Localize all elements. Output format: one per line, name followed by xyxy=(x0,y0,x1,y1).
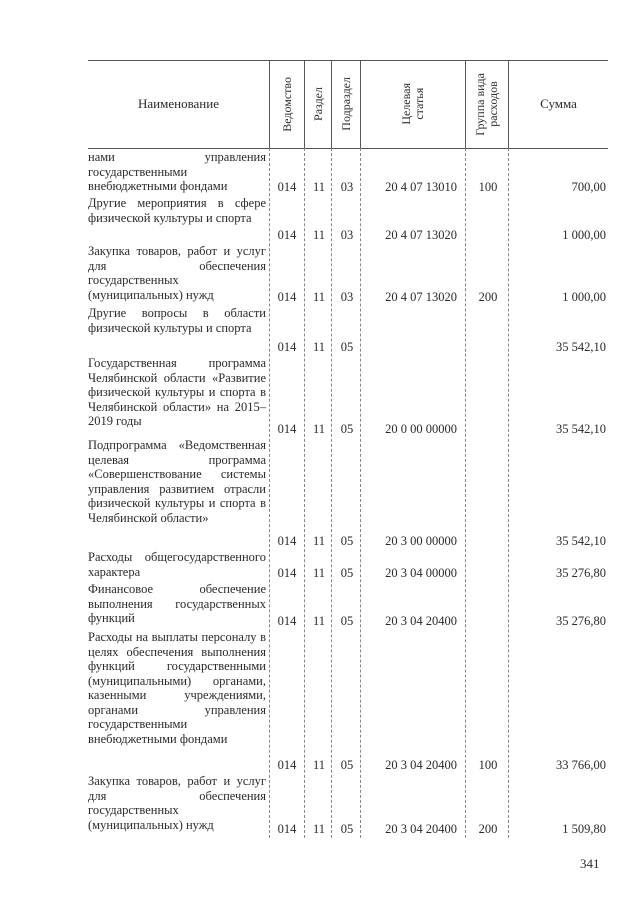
row-razdel: 11 xyxy=(312,289,326,304)
row-podrazdel: 05 xyxy=(340,533,354,548)
row-name: Другие вопросы в области физической культуры и спорта xyxy=(88,306,266,335)
row-summa: 35 542,10 xyxy=(556,533,606,548)
row-summa: 1 000,00 xyxy=(562,289,606,304)
header-razdel-cell xyxy=(305,60,332,148)
table-row xyxy=(88,438,608,548)
page-number: 341 xyxy=(580,856,600,871)
row-summa: 35 542,10 xyxy=(556,421,606,436)
table-row xyxy=(88,306,608,354)
row-name: нами управления государственными внебюджетными фондами xyxy=(88,150,266,193)
row-celevaya: 20 3 04 20400 xyxy=(385,757,457,772)
table-row xyxy=(88,582,608,628)
header-razdel: Раздел xyxy=(310,87,325,121)
row-name: Подпрограмма «Ведомственная целевая программа «Совершенствование системы управления развитием отрасли физической культуры и спорта в Челябинской области» xyxy=(88,438,266,525)
row-summa: 35 542,10 xyxy=(556,339,606,354)
row-vedomstvo: 014 xyxy=(277,757,297,772)
row-podrazdel: 05 xyxy=(340,821,354,836)
row-razdel: 11 xyxy=(312,179,326,194)
table-row xyxy=(88,774,608,836)
row-name: Закупка товаров, работ и услуг для обеспечения государственных (муниципальных) нужд xyxy=(88,244,266,302)
row-summa: 35 276,80 xyxy=(556,565,606,580)
row-celevaya: 20 3 00 00000 xyxy=(385,533,457,548)
row-podrazdel: 05 xyxy=(340,757,354,772)
header-vedomstvo: Ведомство xyxy=(279,76,294,132)
row-summa: 1 000,00 xyxy=(562,227,606,242)
row-vedomstvo: 014 xyxy=(277,227,297,242)
header-gruppa-cell xyxy=(466,60,509,148)
row-podrazdel: 03 xyxy=(340,227,354,242)
row-razdel: 11 xyxy=(312,757,326,772)
row-vedomstvo: 014 xyxy=(277,565,297,580)
row-summa: 35 276,80 xyxy=(556,613,606,628)
row-name: Закупка товаров, работ и услуг для обеспечения государственных (муниципальных) нужд xyxy=(88,774,266,832)
row-vedomstvo: 014 xyxy=(277,421,297,436)
row-razdel: 11 xyxy=(312,533,326,548)
row-gruppa: 200 xyxy=(478,289,498,304)
table-header-border xyxy=(88,148,608,149)
table-row xyxy=(88,196,608,242)
row-podrazdel: 05 xyxy=(340,421,354,436)
row-celevaya: 20 3 04 00000 xyxy=(385,565,457,580)
row-celevaya: 20 4 07 13010 xyxy=(385,179,457,194)
row-celevaya: 20 3 04 20400 xyxy=(385,613,457,628)
row-razdel: 11 xyxy=(312,821,326,836)
header-summa-cell xyxy=(509,60,608,148)
header-name-cell xyxy=(88,60,270,148)
row-razdel: 11 xyxy=(312,227,326,242)
row-name: Другие мероприятия в сфере физической культуры и спорта xyxy=(88,196,266,225)
row-razdel: 11 xyxy=(312,565,326,580)
row-gruppa: 100 xyxy=(478,179,498,194)
row-vedomstvo: 014 xyxy=(277,533,297,548)
header-gruppa: Группа вида расходов xyxy=(473,72,500,136)
table-row xyxy=(88,630,608,772)
row-summa: 33 766,00 xyxy=(556,757,606,772)
row-celevaya: 20 4 07 13020 xyxy=(385,289,457,304)
row-razdel: 11 xyxy=(312,613,326,628)
row-name: Расходы на выплаты персоналу в целях обеспечения выполнения функций государственными (муниципальными) органами, казенными учреждениями, органами управления государственными внебюджетными фондами xyxy=(88,630,266,746)
header-vedomstvo-cell xyxy=(270,60,305,148)
row-gruppa: 100 xyxy=(478,757,498,772)
row-podrazdel: 05 xyxy=(340,613,354,628)
header-celevaya: Целевая статья xyxy=(399,83,426,125)
row-celevaya: 20 4 07 13020 xyxy=(385,227,457,242)
row-vedomstvo: 014 xyxy=(277,179,297,194)
row-name: Финансовое обеспечение выполнения государственных функций xyxy=(88,582,266,625)
table-row xyxy=(88,150,608,194)
table-row xyxy=(88,244,608,304)
row-celevaya: 20 0 00 00000 xyxy=(385,421,457,436)
row-vedomstvo: 014 xyxy=(277,289,297,304)
row-podrazdel: 03 xyxy=(340,289,354,304)
header-name: Наименование xyxy=(138,96,219,111)
row-vedomstvo: 014 xyxy=(277,821,297,836)
header-podrazdel-cell xyxy=(332,60,361,148)
row-podrazdel: 05 xyxy=(340,339,354,354)
row-podrazdel: 05 xyxy=(340,565,354,580)
header-celevaya-cell xyxy=(361,60,466,148)
table-row xyxy=(88,550,608,580)
header-summa: Сумма xyxy=(540,96,577,111)
row-gruppa: 200 xyxy=(478,821,498,836)
row-razdel: 11 xyxy=(312,339,326,354)
row-razdel: 11 xyxy=(312,421,326,436)
row-celevaya: 20 3 04 20400 xyxy=(385,821,457,836)
row-summa: 700,00 xyxy=(571,179,606,194)
row-summa: 1 509,80 xyxy=(562,821,606,836)
row-vedomstvo: 014 xyxy=(277,339,297,354)
row-vedomstvo: 014 xyxy=(277,613,297,628)
row-name: Расходы общегосударственного характера xyxy=(88,550,266,579)
row-podrazdel: 03 xyxy=(340,179,354,194)
header-podrazdel: Подраздел xyxy=(338,77,353,131)
table-row xyxy=(88,356,608,436)
row-name: Государственная программа Челябинской области «Развитие физической культуры и спорта в Челябинской области» на 2015–2019 годы xyxy=(88,356,266,428)
